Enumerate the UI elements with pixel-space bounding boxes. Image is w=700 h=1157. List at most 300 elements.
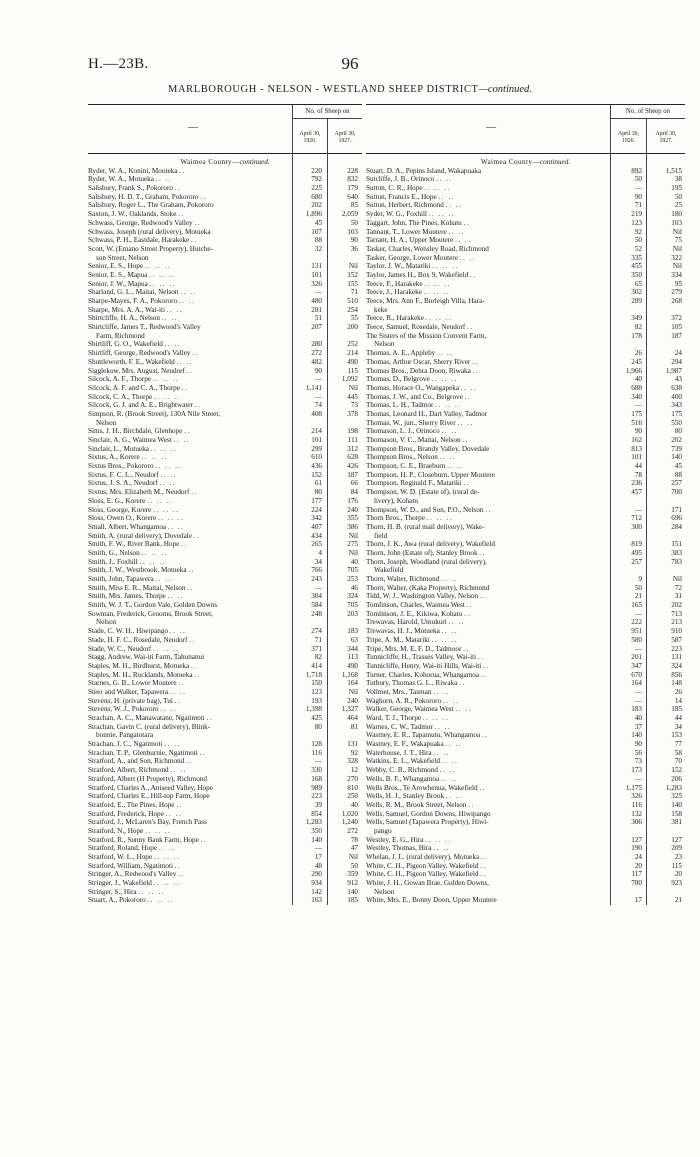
owner-name-text: Stratford, A., and Son, Richmond [88, 757, 185, 766]
sheep-1927: 322 [671, 253, 682, 262]
sheep-1926: 243 [311, 575, 322, 583]
leader-dots: .. [485, 505, 492, 514]
sheep-1927: 78 [350, 835, 358, 844]
owner-name [366, 323, 618, 332]
leader-dots: .. [468, 800, 475, 809]
owner-name-text: Tomlinson, J. E., Kikiwa, Kohatu [366, 609, 463, 618]
owner-name [366, 784, 618, 793]
owner-name [88, 297, 298, 306]
owner-name [88, 801, 298, 810]
leader-dots: .. .. [441, 757, 459, 766]
owner-name-text: Thorn, H. B. (rural mail delivery), Wake- [366, 522, 485, 531]
table-row [366, 210, 685, 219]
sheep-1926: 175 [631, 409, 642, 418]
owner-name-text: Stevens, H. (private bag), Tui [88, 696, 173, 705]
sheep-1926: 207 [311, 323, 322, 332]
table-row [88, 340, 362, 349]
sheep-1927: 50 [350, 861, 358, 870]
owner-name [88, 688, 298, 697]
owner-name [366, 532, 618, 541]
sheep-1926: 414 [311, 661, 322, 670]
owner-name-text: Wells, Samuel, Gordon Downs, Hiwipango [366, 809, 491, 818]
document-reference: H.—23B. [88, 56, 149, 72]
owner-name [88, 384, 298, 393]
leader-dots: .. [200, 192, 207, 201]
owner-name [366, 245, 618, 254]
sheep-1926: — [634, 696, 642, 705]
rows-left [88, 158, 362, 905]
owner-name-text: Thomas Bros., Dehra Doon, Riwaka [366, 366, 471, 375]
leader-dots: .. [483, 661, 490, 670]
sheep-1926: 107 [311, 227, 322, 236]
table-row [366, 201, 685, 210]
leader-dots: .. .. .. [149, 270, 176, 279]
table-row [88, 497, 362, 506]
sheep-1926: 34 [314, 557, 322, 566]
leader-dots: .. .. .. [422, 714, 450, 722]
sheep-1927: 187 [671, 331, 682, 340]
owner-name [366, 827, 618, 836]
sheep-1926: 152 [311, 470, 322, 479]
table-row [88, 436, 362, 445]
owner-name [366, 558, 618, 567]
sheep-1926: 92 [634, 227, 642, 236]
owner-name [88, 601, 298, 610]
sheep-1926: 482 [311, 357, 322, 366]
owner-name-text: Sixtus, F. C. L., Neudorf [88, 470, 159, 479]
leader-dots: .. .. [169, 687, 187, 696]
sheep-1926: 342 [311, 514, 322, 523]
sheep-1927: 628 [347, 453, 358, 462]
sheep-1927: 175 [671, 409, 682, 418]
owner-name-text: Tarrant, H. A., Upper Moutere [366, 236, 454, 245]
table-row [366, 349, 685, 358]
year-1926-header [292, 119, 327, 155]
leader-dots: .. .. [164, 740, 181, 749]
leader-dots: .. [472, 366, 480, 375]
owner-name [366, 584, 618, 593]
table-row [366, 618, 685, 627]
owner-name [88, 314, 298, 323]
owner-name [366, 453, 618, 462]
owner-name-text: Smith, Mrs. James, Thorpe [88, 592, 166, 601]
sheep-1927: 127 [671, 835, 682, 844]
sheep-1926: 50 [634, 583, 642, 592]
sheep-1926: 349 [631, 314, 642, 323]
owner-name-text: Smith, Miss E. R., Maitai, Nelson [88, 583, 186, 592]
table-row [366, 367, 685, 376]
sheep-1927: 148 [671, 679, 682, 688]
owner-name [88, 879, 298, 888]
owner-name-text: Westley, Thomas, Hira [366, 844, 432, 853]
sheep-1926: 48 [314, 861, 322, 870]
section-county: Waimea County— [180, 158, 240, 166]
sheep-1926: 272 [311, 349, 322, 358]
year-1926-header-line1: April 30, [618, 131, 639, 137]
owner-name [88, 679, 298, 688]
sheep-1926: 101 [631, 453, 642, 462]
table-row [366, 757, 685, 766]
leader-dots: .. .. .. [155, 462, 182, 471]
sheep-1926: 26 [634, 349, 642, 358]
table-row [88, 731, 362, 740]
sheep-1926: 190 [631, 844, 642, 853]
leader-dots: .. [194, 401, 202, 410]
sheep-1927: 40 [350, 557, 358, 566]
owner-name [88, 349, 298, 358]
sheep-1927: 50 [674, 192, 682, 201]
sheep-1927: 832 [347, 175, 358, 184]
table-row [366, 532, 685, 541]
owner-name-text: Thompson Bros., Nelson [366, 453, 438, 462]
owner-name [366, 801, 618, 810]
table-row [88, 297, 362, 306]
owner-name-text: Tunnicliffe, H., Trasses Valley, Wai-iti [366, 653, 477, 662]
owner-name-text: Wells, Samuel (Tapawera Property), Hiwi- [366, 818, 489, 827]
owner-name-text: Watkins, E. L., Wakefield [366, 757, 440, 766]
leader-dots: .. .. .. [153, 853, 181, 861]
sheep-1927: 77 [674, 740, 682, 749]
table-row [88, 184, 362, 193]
owner-name [88, 262, 298, 271]
sheep-1926: 434 [311, 531, 322, 540]
owner-column-header: — [486, 122, 496, 133]
owner-name-text: Walker, George, Waimea West [366, 705, 454, 714]
owner-name-text: Sixtus Bros., Pokororo [88, 462, 154, 471]
owner-name-text: The Sisters of the Mission Convent Farm, [366, 331, 487, 340]
year-1927-header-line1: April 30, [655, 131, 677, 137]
owner-name [88, 506, 298, 515]
sheep-1927: 783 [671, 557, 682, 566]
leader-dots: .. [194, 218, 202, 227]
sheep-1926: 90 [634, 427, 642, 436]
owner-name [88, 479, 298, 488]
sheep-1927: 140 [671, 453, 682, 462]
sheep-1926: 32 [314, 244, 322, 253]
table-row [366, 827, 685, 836]
table-header-right [366, 104, 685, 154]
sheep-1926: 82 [634, 323, 642, 332]
owner-name-text: Sutton, C. R., Hope [366, 184, 423, 193]
owner-name [366, 671, 618, 680]
sheep-1926: 223 [311, 792, 322, 801]
owner-name [366, 193, 618, 202]
table-row [88, 653, 362, 662]
leader-dots: .. .. [167, 592, 185, 601]
leader-dots: .. .. [164, 340, 182, 349]
owner-name [366, 349, 618, 358]
sheep-1927: 80 [674, 427, 682, 436]
sheep-1926: 1,141 [305, 383, 322, 392]
owner-name [366, 705, 618, 714]
owner-name-text: Stade, H. F. C., Rosedale, Neudorf [88, 635, 188, 644]
leader-dots: .. .. .. [147, 496, 174, 505]
table-row [366, 358, 685, 367]
owner-name-text: Ryder, W. A., Konini, Mouteka [88, 166, 178, 175]
sheep-1926: — [634, 609, 642, 618]
owner-name [366, 280, 618, 289]
table-row [88, 410, 362, 419]
table-row [366, 410, 685, 419]
table-row [88, 271, 362, 280]
sheep-1927: 187 [347, 470, 358, 479]
owner-name [366, 201, 618, 210]
owner-name-text: Thorn, J. K., Awa (rural delivery), Wakefield [366, 540, 495, 549]
table-row [88, 749, 362, 758]
leader-dots: .. .. [460, 383, 478, 392]
table-row [366, 306, 685, 315]
table-row [88, 801, 362, 810]
sheep-1927: 63 [350, 635, 358, 644]
owner-name-text: Turner, Charles, Kohorua, Whangamoa [366, 670, 480, 679]
owner-name-text: Thompson, W. D. (Estate of), (rural de- [366, 488, 480, 497]
owner-name [366, 731, 618, 740]
owner-name-text: Smith, J. W., Westbrook, Motueka [88, 566, 187, 575]
sheep-1927: 294 [671, 357, 682, 366]
owner-name [366, 688, 618, 697]
sheep-1927: 214 [347, 349, 358, 358]
owner-name [366, 254, 618, 263]
year-1927-header-line2: 1927. [338, 138, 352, 144]
leader-dots: .. .. .. [144, 262, 172, 271]
owner-name-text: Tannant, T., Lower Moutere [366, 227, 447, 236]
table-row [88, 375, 362, 384]
owner-name-text: Wastney, E. R., Tapamutu, Whangamoa [366, 731, 481, 740]
leader-dots: .. [191, 661, 198, 670]
owner-name [88, 792, 298, 801]
owner-name-text: Nelson [374, 340, 395, 349]
owner-name-text: Starnes, G. B., Lower Moutere [88, 679, 177, 688]
sheep-1927: 696 [671, 514, 682, 523]
owner-name [88, 714, 298, 723]
owner-name-text: Thomas, Arthur Oscar, Sherry River [366, 357, 471, 366]
sheep-1926: 326 [631, 792, 642, 801]
table-row [88, 584, 362, 593]
sheep-1927: Nil [348, 531, 358, 540]
sheep-1927: 92 [350, 748, 358, 757]
sheep-1926: 224 [311, 505, 322, 514]
owner-name-text: Thomason, V. C., Maitai, Nelson [366, 436, 461, 444]
table-row [88, 514, 362, 523]
owner-name-text: Thomas, W., jun., Sherry River [366, 418, 456, 427]
sheep-1926: 584 [311, 601, 322, 610]
owner-name-text: Thorn Bros., Thorpe [366, 514, 425, 523]
owner-name [366, 445, 618, 454]
sheep-1926: 101 [311, 270, 322, 279]
leader-dots: .. .. [178, 297, 196, 305]
table-row [366, 653, 685, 662]
owner-name [366, 488, 618, 497]
owner-name [88, 810, 298, 819]
owner-name-text: Sharland, G. L., Maitai, Nelson [88, 288, 179, 297]
sheep-1926: 335 [631, 253, 642, 262]
leader-dots: .. [462, 436, 469, 444]
owner-name [88, 523, 298, 532]
leader-dots: .. .. [433, 748, 450, 757]
table-row [88, 575, 362, 584]
owner-name-text: Sowman, Frederick, Grooms, Brook Street, [88, 609, 213, 618]
table-row [88, 775, 362, 784]
leader-dots: .. [480, 853, 488, 861]
sheep-1926: 164 [631, 679, 642, 688]
leader-dots: .. .. [448, 618, 466, 627]
page-number: 96 [341, 54, 359, 73]
leader-dots: .. .. [441, 427, 458, 436]
sheep-1927: 325 [671, 792, 682, 801]
owner-name-text: Thorn, Walter, Richmond [366, 575, 440, 583]
leader-dots: .. [467, 323, 474, 332]
table-row [88, 523, 362, 532]
sheep-1927: 20 [674, 870, 682, 879]
owner-name [366, 384, 618, 393]
owner-name [88, 662, 298, 671]
owner-name [88, 653, 298, 662]
year-1926-header-line1: April 30, [299, 131, 321, 137]
table-row [366, 506, 685, 515]
leader-dots: .. .. [447, 462, 464, 471]
owner-name [88, 671, 298, 680]
owner-name [366, 236, 618, 245]
sheep-1927: 84 [350, 488, 358, 497]
sheep-1926: 407 [311, 522, 322, 531]
owner-name-text: Ward, T. J., Thorpe [366, 714, 422, 722]
sheep-count-header: No. of Sheep on [292, 105, 362, 119]
leader-dots: .. [186, 757, 193, 766]
sheep-1927: 72 [674, 583, 682, 592]
sheep-1926: 39 [314, 800, 322, 809]
table-row [366, 896, 685, 905]
sheep-1927: 66 [350, 479, 358, 488]
sheep-1926: 163 [311, 896, 322, 905]
sheep-1927: Nil [348, 853, 358, 861]
owner-name [88, 766, 298, 775]
table-row [88, 479, 362, 488]
table-row [366, 592, 685, 601]
owner-name [88, 862, 298, 871]
sheep-1927: 386 [347, 522, 358, 531]
owner-name-text: Thomason, L. J., Orinoco [366, 427, 440, 436]
leader-dots: .. .. .. [431, 635, 458, 644]
table-row [88, 618, 362, 627]
table-row [88, 592, 362, 601]
owner-name [88, 610, 298, 619]
leader-dots: .. .. [159, 479, 176, 488]
owner-name-text: Silcock, A. F., Thorpe [88, 375, 151, 384]
sheep-1927: Nil [348, 262, 358, 271]
sheep-1926: 40 [634, 375, 642, 384]
sheep-1927: 355 [347, 514, 358, 523]
sheep-table-right [366, 104, 685, 905]
table-row [88, 367, 362, 376]
sheep-1927: 445 [347, 392, 358, 401]
sheep-1927: 111 [347, 436, 358, 444]
owner-name [366, 697, 618, 706]
sheep-1926: 371 [311, 644, 322, 653]
sheep-1927: 180 [671, 210, 682, 219]
owner-name [88, 827, 298, 836]
owner-name-text: Sinclair, L., Motueka [88, 444, 149, 453]
table-row [88, 688, 362, 697]
table-row [366, 297, 685, 306]
table-row [88, 358, 362, 367]
owner-name-text: Stevens, W. J., Pokororo [88, 705, 159, 714]
leader-dots: .. [189, 635, 196, 644]
leader-dots: .. .. [161, 314, 179, 323]
table-row [88, 636, 362, 645]
sheep-1926: 9 [638, 575, 642, 583]
owner-name-text: Taylor, James H., Box 9, Wakefield [366, 270, 469, 279]
sheep-1926: 142 [311, 887, 322, 896]
leader-dots: .. .. .. [153, 879, 181, 888]
owner-name [366, 601, 618, 610]
section-continued: continued. [539, 158, 571, 166]
sheep-1926: 17 [634, 896, 642, 905]
owner-name-text: Strachan, J. C., Ngatimoti [88, 740, 163, 749]
leader-dots: .. [459, 679, 466, 688]
sheep-1926: 24 [634, 853, 642, 861]
table-row [88, 740, 362, 749]
owner-name [366, 184, 618, 193]
leader-dots: .. .. .. [158, 514, 185, 523]
sheep-1927: 257 [671, 479, 682, 488]
table-row [366, 184, 685, 193]
table-row [366, 697, 685, 706]
sheep-1927: 50 [350, 218, 358, 227]
table-row [88, 288, 362, 297]
owner-name-text: Stringer, S., Hira [88, 887, 137, 896]
owner-name-text: Small, Albert, Whangamoa [88, 522, 167, 531]
leader-dots: .. [200, 835, 208, 844]
leader-dots: .. [192, 349, 199, 358]
owner-name [366, 332, 618, 341]
sheep-1927: 1,092 [341, 375, 358, 384]
sheep-1926: 45 [314, 218, 322, 227]
owner-name [366, 167, 618, 176]
table-row [88, 844, 362, 853]
sheep-1927: 464 [347, 714, 358, 722]
owner-name-text: Silcock, G. J. and A. E., Brightwater [88, 401, 194, 410]
table-row [88, 645, 362, 654]
table-row [366, 636, 685, 645]
owner-name [366, 853, 618, 862]
sheep-1926: — [634, 505, 642, 514]
owner-name-text: Waghorn, A. R., Pokororo [366, 696, 442, 705]
owner-name [88, 445, 298, 454]
owner-name [366, 358, 618, 367]
owner-name [88, 236, 298, 245]
table-row [366, 818, 685, 827]
sheep-1927: 275 [347, 540, 358, 549]
owner-name [88, 228, 298, 237]
leader-dots: .. [178, 870, 185, 879]
table-header-left [88, 104, 362, 154]
owner-name-text: Strachan, T. P., Glenburnie, Ngatimoti [88, 748, 198, 757]
table-row [366, 645, 685, 654]
sheep-1927: 378 [347, 409, 358, 418]
owner-name-text: Stade, W. C., Neudorf [88, 644, 152, 653]
sheep-1927: 1,283 [665, 783, 682, 792]
leader-dots: .. [193, 531, 201, 540]
owner-name [366, 410, 618, 419]
sheep-1927: 312 [347, 444, 358, 453]
owner-name-text: Sutton, Herbert, Richmond [366, 201, 444, 210]
owner-name [88, 584, 298, 593]
owner-name [88, 836, 298, 845]
sheep-1927: Nil [672, 575, 682, 583]
sheep-1927: 279 [671, 288, 682, 297]
table-row [366, 228, 685, 237]
owner-name [88, 175, 298, 184]
